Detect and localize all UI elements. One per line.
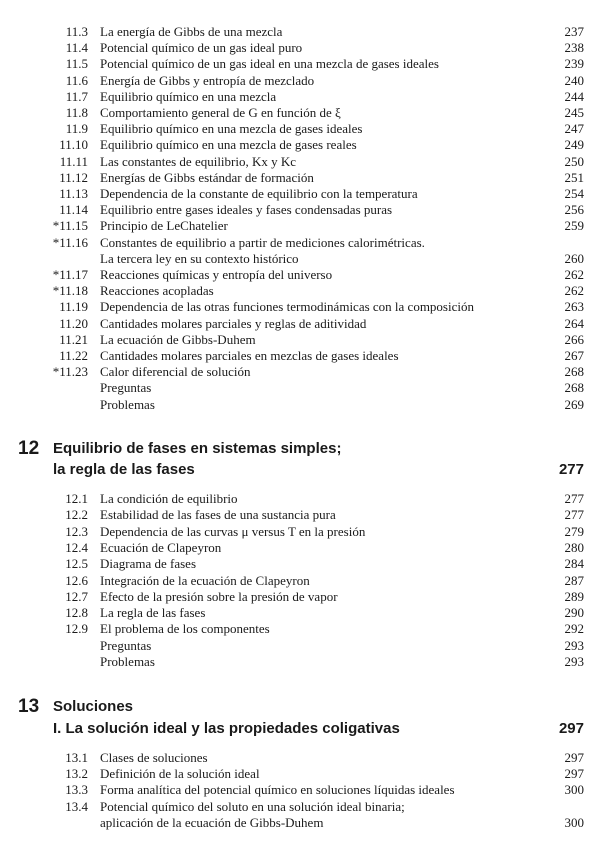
toc-entry-title: La energía de Gibbs de una mezcla	[100, 24, 283, 39]
toc-entry-number: 12.5	[65, 556, 88, 572]
toc-entry-page: 250	[564, 153, 584, 169]
toc-entry-page: 263	[564, 299, 584, 315]
toc-entry-page: 237	[564, 24, 584, 39]
toc-entry-page: 264	[564, 315, 584, 331]
toc-entry-title: Preguntas	[100, 637, 152, 653]
toc-entry-number: 13.4	[65, 798, 88, 814]
toc-entry-page: 267	[564, 348, 584, 363]
toc-entry-title: aplicación de la ecuación de Gibbs-Duhem	[100, 814, 324, 830]
toc-entry-number: 12.4	[65, 539, 88, 555]
toc-entry-page: 262	[564, 267, 584, 282]
toc-entry-number: 12.8	[65, 605, 88, 621]
toc-entry-page: 262	[564, 283, 584, 299]
toc-entry-number: 11.20	[59, 315, 88, 331]
toc-entry-number: 11.9	[65, 121, 88, 137]
toc-entry-number: 11.10	[59, 137, 88, 153]
toc-entry-title: La condición de equilibrio	[100, 491, 238, 506]
toc-entry-title: Comportamiento general de G en función de ξ	[100, 105, 341, 120]
toc-entry-page: 240	[564, 72, 584, 88]
toc-entry-page: 290	[564, 605, 584, 621]
toc-entry	[0, 638, 600, 654]
toc-entry	[0, 251, 600, 267]
toc-entry	[0, 397, 600, 413]
toc-entry-page: 297	[564, 750, 584, 765]
chapter-13-part-title: I. La solución ideal y las propiedades coligativas	[53, 720, 400, 737]
toc-entry-page: 266	[564, 331, 584, 347]
toc-entry-page: 245	[564, 105, 584, 120]
chapter-13-number: 13	[18, 696, 40, 717]
toc-entry	[0, 605, 600, 621]
toc-entry-number: 13.3	[65, 782, 88, 798]
toc-entry	[0, 540, 600, 556]
toc-entry-title: Dependencia de las curvas μ versus T en la presión	[100, 523, 366, 539]
toc-entry	[0, 89, 600, 105]
toc-entry	[0, 218, 600, 234]
toc-entry-title: Problemas	[100, 654, 155, 669]
chapter-12-page: 277	[558, 461, 584, 478]
toc-entry	[0, 782, 600, 798]
toc-entry-page: 259	[564, 218, 584, 234]
toc-entry-number: 12.7	[65, 588, 88, 604]
toc-entry-page: 268	[564, 380, 584, 396]
toc-entry-page: 251	[564, 169, 584, 185]
toc-entry-number: 12.1	[65, 491, 88, 506]
toc-entry-page: 247	[564, 121, 584, 137]
toc-entry-title: Energías de Gibbs estándar de formación	[100, 169, 314, 185]
toc-entry-number: 11.21	[59, 331, 88, 347]
toc-entry	[0, 267, 600, 283]
toc-entry-number: 11.7	[65, 88, 88, 104]
toc-entry	[0, 105, 600, 121]
toc-entry	[0, 73, 600, 89]
toc-entry-title: Cantidades molares parciales en mezclas de gases ideales	[100, 348, 399, 363]
toc-entry-number: *11.15	[52, 218, 88, 234]
chapter-12-title-line1: Equilibrio de fases en sistemas simples;	[53, 440, 342, 457]
toc-entry-number: 12.9	[65, 621, 88, 637]
toc-entry	[0, 556, 600, 572]
toc-entry-page: 300	[564, 782, 584, 798]
chapter-13-title: Soluciones	[53, 698, 134, 715]
toc-entry-title: Forma analítica del potencial químico en soluciones líquidas ideales	[100, 782, 455, 798]
toc-entry-page: 277	[564, 507, 584, 523]
toc-entry-title: Problemas	[100, 396, 155, 412]
toc-entry	[0, 766, 600, 782]
toc-entry-title: Principio de LeChatelier	[100, 218, 228, 234]
toc-entry	[0, 154, 600, 170]
toc-entry	[0, 815, 600, 831]
toc-entry	[0, 56, 600, 72]
toc-entry-number: *11.23	[52, 364, 88, 380]
toc-entry-number: 11.22	[59, 348, 88, 363]
toc-entry-page: 254	[564, 186, 584, 201]
toc-entry-title: Cantidades molares parciales y reglas de aditividad	[100, 315, 367, 331]
toc-entry-page: 249	[564, 137, 584, 153]
toc-entry-title: Integración de la ecuación de Clapeyron	[100, 572, 310, 588]
toc-entry	[0, 507, 600, 523]
toc-entry-number: 12.6	[65, 572, 88, 588]
toc-entry	[0, 235, 600, 251]
toc-entry	[0, 380, 600, 396]
toc-entry-title: Dependencia de las otras funciones termodinámicas con la composición	[100, 299, 474, 315]
toc-entry	[0, 364, 600, 380]
toc-entry-title: Estabilidad de las fases de una sustancia pura	[100, 507, 336, 523]
toc-entry-number: 11.13	[59, 186, 88, 201]
toc-entry-number: 11.12	[59, 169, 88, 185]
toc-entry-title: Ecuación de Clapeyron	[100, 539, 222, 555]
toc-entry	[0, 137, 600, 153]
toc-entry-number: 11.8	[65, 105, 88, 120]
toc-entry-title: Potencial químico de un gas ideal en una mezcla de gases ideales	[100, 56, 439, 72]
toc-entry-title: Equilibrio químico en una mezcla de gases ideales	[100, 121, 363, 137]
toc-entry-number: 12.3	[65, 523, 88, 539]
toc-entry-number: 11.5	[65, 56, 88, 72]
toc-entry-title: La ecuación de Gibbs-Duhem	[100, 331, 256, 347]
toc-entry-title: Dependencia de la constante de equilibrio con la temperatura	[100, 186, 418, 201]
toc-entry-page: 280	[564, 539, 584, 555]
toc-entry-page: 287	[564, 572, 584, 588]
toc-entry-title: La tercera ley en su contexto histórico	[100, 250, 299, 266]
toc-entry-number: 11.4	[65, 40, 88, 56]
toc-entry	[0, 621, 600, 637]
toc-entry	[0, 40, 600, 56]
toc-entry-title: Calor diferencial de solución	[100, 364, 251, 380]
toc-entry-page: 239	[564, 56, 584, 72]
toc-entry	[0, 524, 600, 540]
toc-entry-number: 12.2	[65, 507, 88, 523]
toc-entry-page: 289	[564, 588, 584, 604]
toc-entry-title: Clases de soluciones	[100, 750, 208, 765]
toc-entry-number: 13.2	[65, 766, 88, 782]
toc-entry-page: 244	[564, 88, 584, 104]
toc-entry-number: *11.16	[52, 234, 88, 250]
toc-entry-page: 293	[564, 637, 584, 653]
toc-entry-page: 238	[564, 40, 584, 56]
toc-entry	[0, 589, 600, 605]
toc-entry	[0, 316, 600, 332]
toc-entry	[0, 24, 600, 40]
toc-entry-page: 269	[564, 396, 584, 412]
toc-entry-title: Las constantes de equilibrio, Kx y Kc	[100, 153, 297, 169]
toc-entry-title: Preguntas	[100, 380, 152, 396]
toc-entry-number: *11.17	[52, 267, 88, 282]
toc-entry-title: Reacciones acopladas	[100, 283, 214, 299]
chapter-12-title-line2: la regla de las fases	[53, 461, 195, 478]
toc-entry	[0, 799, 600, 815]
toc-entry	[0, 750, 600, 766]
toc-entry	[0, 121, 600, 137]
toc-entry	[0, 654, 600, 670]
toc-entry-page: 277	[564, 491, 584, 506]
toc-entry	[0, 283, 600, 299]
toc-entry-page: 260	[564, 250, 584, 266]
toc-entry-page: 293	[564, 654, 584, 669]
toc-entry-title: Potencial químico del soluto en una solución ideal binaria;	[100, 798, 405, 814]
toc-entry-title: Diagrama de fases	[100, 556, 197, 572]
toc-entry-title: Energía de Gibbs y entropía de mezclado	[100, 72, 315, 88]
toc-entry-title: Equilibrio entre gases ideales y fases condensadas puras	[100, 202, 393, 218]
toc-entry-title: Constantes de equilibrio a partir de mediciones calorimétricas.	[100, 234, 425, 250]
toc-entry-page: 297	[564, 766, 584, 782]
toc-entry-title: La regla de las fases	[100, 605, 206, 621]
toc-entry	[0, 299, 600, 315]
toc-entry-title: Equilibrio químico en una mezcla de gases reales	[100, 137, 357, 153]
toc-entry	[0, 573, 600, 589]
toc-entry-number: 11.3	[65, 24, 88, 39]
toc-entry	[0, 202, 600, 218]
toc-entry-title: Definición de la solución ideal	[100, 766, 260, 782]
toc-entry	[0, 491, 600, 507]
toc-entry-page: 268	[564, 364, 584, 380]
toc-entry-title: Equilibrio químico en una mezcla	[100, 88, 277, 104]
toc-entry-title: El problema de los componentes	[100, 621, 270, 637]
chapter-12-number: 12	[18, 438, 40, 459]
toc-entry	[0, 348, 600, 364]
toc-entry-number: 11.11	[59, 153, 88, 169]
toc-entry-page: 256	[564, 202, 584, 218]
toc-entry-page: 279	[564, 523, 584, 539]
toc-entry-page: 284	[564, 556, 584, 572]
toc-entry-number: *11.18	[52, 283, 88, 299]
toc-entry-title: Potencial químico de un gas ideal puro	[100, 40, 303, 56]
toc-entry	[0, 170, 600, 186]
toc-entry-page: 292	[564, 621, 584, 637]
toc-entry-number: 11.6	[65, 72, 88, 88]
toc-entry-page: 300	[564, 814, 584, 830]
toc-entry-number: 13.1	[65, 750, 88, 765]
toc-entry	[0, 186, 600, 202]
toc-entry-number: 11.14	[59, 202, 88, 218]
toc-entry-title: Reacciones químicas y entropía del universo	[100, 267, 333, 282]
chapter-13-part-page: 297	[558, 720, 584, 737]
toc-entry	[0, 332, 600, 348]
toc-entry-title: Efecto de la presión sobre la presión de vapor	[100, 588, 338, 604]
toc-entry-number: 11.19	[59, 299, 88, 315]
